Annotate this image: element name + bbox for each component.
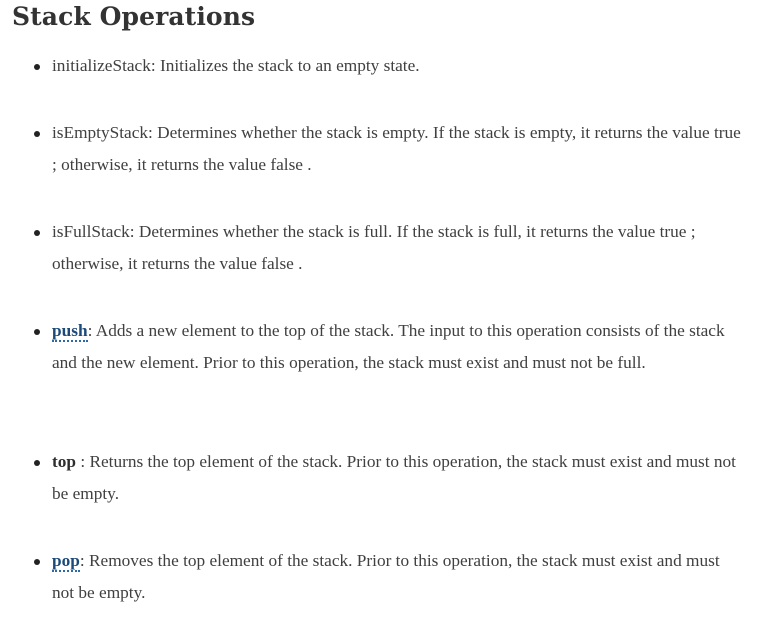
list-item-is-empty-stack xyxy=(52,117,742,181)
list-item-push xyxy=(52,315,742,379)
list-item-initialize-stack xyxy=(52,50,742,82)
description-pop: : Removes the top element of the stack. Prior to this operation, the stack must exist and must not be empty. xyxy=(52,551,720,602)
page-title: Stack Operations xyxy=(12,2,256,31)
description-initialize-stack: : Initializes the stack to an empty state. xyxy=(150,56,420,75)
description-top: : Returns the top element of the stack. Prior to this operation, the stack must exist and must not be empty. xyxy=(52,452,736,503)
list-item-top xyxy=(52,446,742,510)
list-item-pop xyxy=(52,545,742,609)
term-initialize-stack: initializeStack xyxy=(52,56,151,75)
term-top: top xyxy=(52,452,77,471)
description-is-full-stack: : Determines whether the stack is full. If the stack is full, it returns the value true ; otherwise, it returns the value false . xyxy=(52,222,696,273)
list-item-is-full-stack xyxy=(52,216,742,280)
term-is-empty-stack: isEmptyStack xyxy=(52,123,149,142)
pop-link[interactable]: pop xyxy=(52,551,80,570)
push-link[interactable]: push xyxy=(52,321,88,340)
description-is-empty-stack: : Determines whether the stack is empty. If the stack is empty, it returns the value true ; otherwise, it returns the value false . xyxy=(52,123,741,174)
term-is-full-stack: isFullStack xyxy=(52,222,130,241)
description-push: : Adds a new element to the top of the stack. The input to this operation consists of the stack and the new element. Prior to this operation, the stack must exist and must not be full. xyxy=(52,321,725,372)
